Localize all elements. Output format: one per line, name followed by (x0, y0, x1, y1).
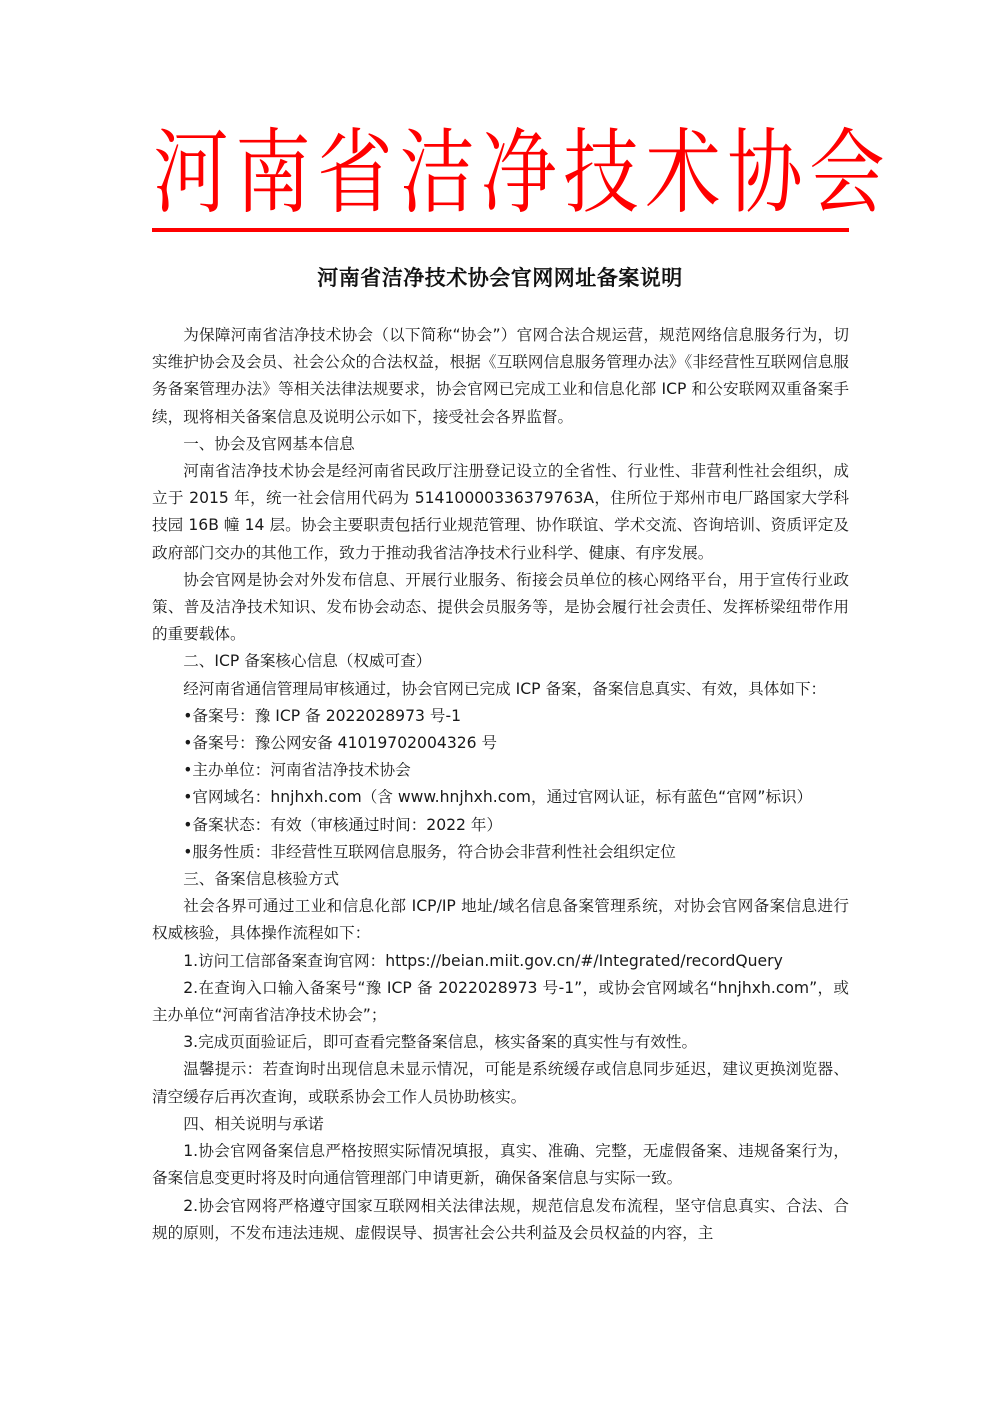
masthead-org-name (150, 120, 885, 228)
bullet-item: •备案号：豫 ICP 备 2022028973 号-1 (183, 706, 462, 725)
masthead-char: 协 (727, 120, 803, 227)
bullet-item: •备案状态：有效（审核通过时间：2022 年） (183, 815, 503, 834)
section-heading-1: 一、协会及官网基本信息 (183, 434, 355, 453)
step-item: 3.完成页面验证后，即可查看完整备案信息，核实备案的真实性与有效性。 (183, 1033, 698, 1052)
intro-paragraph: 为保障河南省洁净技术协会（以下简称“协会”）官网合法合规运营，规范网络信息服务行为，切实维护协会及会员、社会公众的合法权益，根据《互联网信息服务管理办法》《非经营性互联网信息服务备案管理办法》等相关法律法规要求，协会官网已完成工业和信息化部 ICP 和公安联网双重备案手续，现将相关备案信息及说明公示如下，接受社会各界监督。 (152, 326, 849, 426)
tip-paragraph: 温馨提示：若查询时出现信息未显示情况，可能是系统缓存或信息同步延迟，建议更换浏览器、清空缓存后再次查询，或联系协会工作人员协助核实。 (152, 1060, 849, 1106)
masthead-char: 洁 (399, 120, 475, 227)
bullet-item: •服务性质：非经营性互联网信息服务，符合协会非营利性社会组织定位 (183, 842, 676, 861)
section-heading-4: 四、相关说明与承诺 (183, 1114, 324, 1133)
masthead-char: 技 (563, 120, 639, 227)
body-paragraph: 经河南省通信管理局审核通过，协会官网已完成 ICP 备案，备案信息真实、有效，具体如下： (183, 679, 827, 698)
body-paragraph: 协会官网是协会对外发布信息、开展行业服务、衔接会员单位的核心网络平台，用于宣传行业政策、普及洁净技术知识、发布协会动态、提供会员服务等，是协会履行社会责任、发挥桥梁纽带作用的重要载体。 (152, 570, 849, 644)
section-heading-2: 二、ICP 备案核心信息（权威可查） (183, 652, 432, 671)
masthead-char: 河 (153, 120, 229, 227)
masthead-char: 术 (645, 120, 721, 227)
step-item: 2.在查询入口输入备案号“豫 ICP 备 2022028973 号-1”，或协会官网域名“hnjhxh.com”，或主办单位“河南省洁净技术协会”； (152, 978, 849, 1025)
body-paragraph: 河南省洁净技术协会是经河南省民政厅注册登记设立的全省性、行业性、非营利性社会组织，成立于 2015 年，统一社会信用代码为 51410000336379763A，住所位于郑州市电厂路国家大学科技园 16B 幢 14 层。协会主要职责包括行业规范管理、协作联谊、学术交流、咨询培训、资质评定及政府部门交办的其他工作，致力于推动我省洁净技术行业科学、健康、有序发展。 (152, 462, 849, 562)
masthead-divider (152, 228, 849, 232)
bullet-item: •官网域名：hnjhxh.com（含 www.hnjhxh.com，通过官网认证，标有蓝色“官网”标识） (183, 788, 813, 807)
step-item: 1.访问工信部备案查询官网：https://beian.miit.gov.cn/#/Integrated/recordQuery (183, 951, 783, 970)
body-paragraph: 社会各界可通过工业和信息化部 ICP/IP 地址/域名信息备案管理系统，对协会官网备案信息进行权威核验，具体操作流程如下： (152, 897, 849, 943)
masthead-char: 会 (809, 120, 885, 227)
commitment-item: 2.协会官网将严格遵守国家互联网相关法律法规，规范信息发布流程，坚守信息真实、合法、合规的原则，不发布违法违规、虚假误导、损害社会公共利益及会员权益的内容，主 (152, 1196, 849, 1242)
masthead-char: 省 (317, 120, 393, 227)
commitment-item: 1.协会官网备案信息严格按照实际情况填报，真实、准确、完整，无虚假备案、违规备案行为，备案信息变更时将及时向通信管理部门申请更新，确保备案信息与实际一致。 (152, 1142, 849, 1188)
masthead-char: 南 (235, 120, 311, 227)
bullet-item: •备案号：豫公网安备 41019702004326 号 (183, 734, 498, 753)
masthead-char: 净 (481, 120, 557, 227)
bullet-item: •主办单位：河南省洁净技术协会 (183, 761, 411, 780)
document-body (152, 322, 849, 1247)
section-heading-3: 三、备案信息核验方式 (183, 870, 340, 889)
document-title: 河南省洁净技术协会官网网址备案说明 (317, 266, 683, 290)
